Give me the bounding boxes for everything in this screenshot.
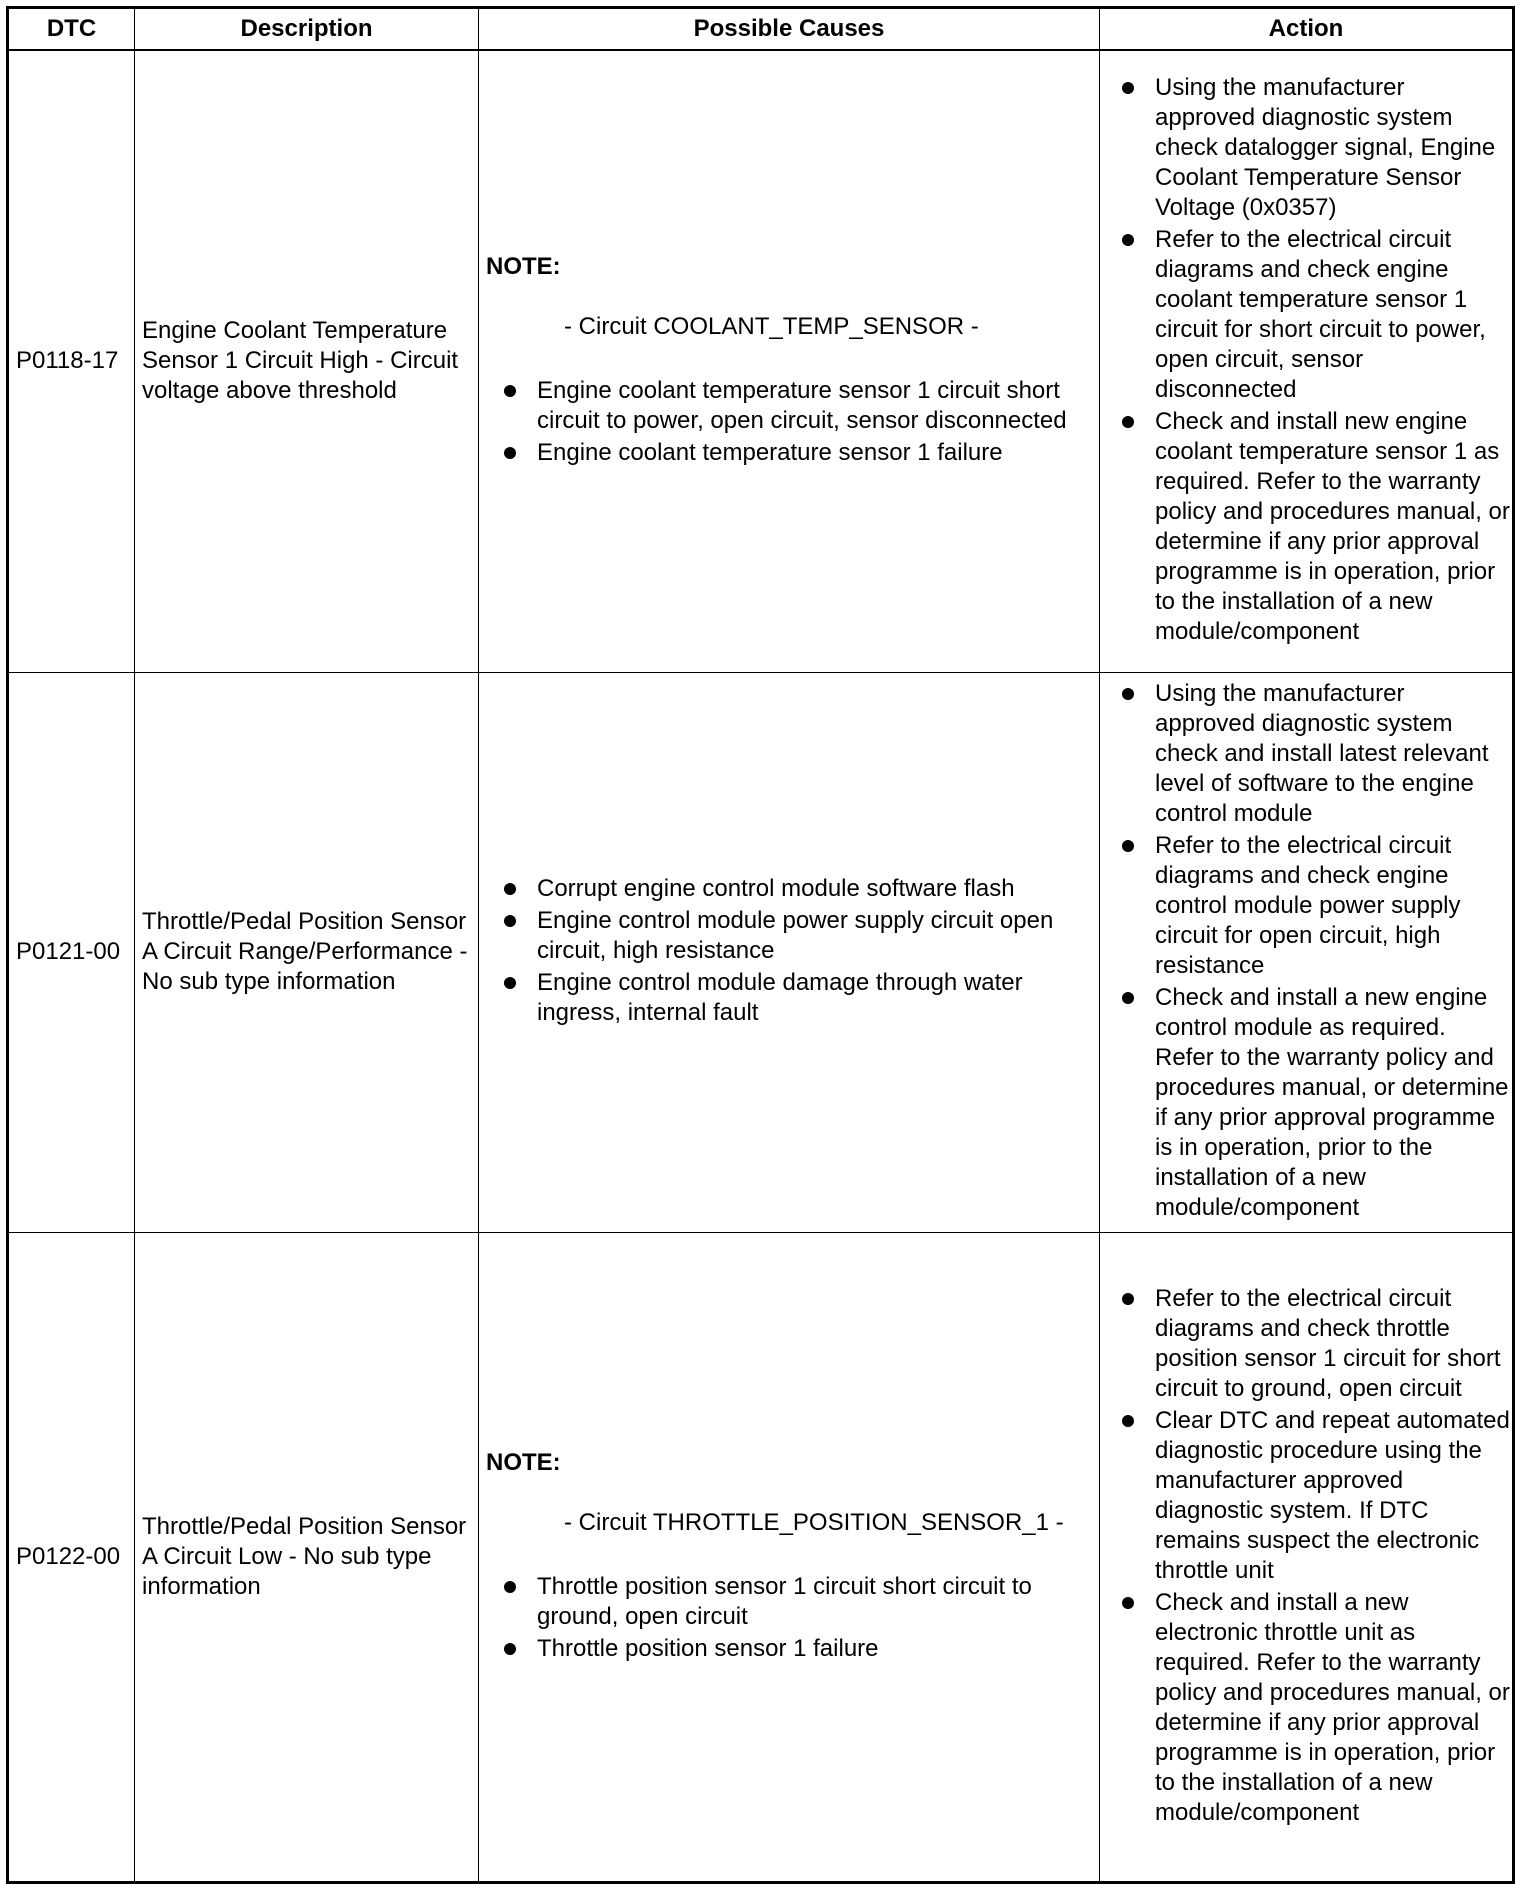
bullet-icon — [504, 1581, 516, 1593]
note-text: - Circuit THROTTLE_POSITION_SENSOR_1 - — [564, 1508, 1064, 1536]
actions-list — [1122, 679, 1510, 1223]
dtc-code: P0121-00 — [8, 672, 135, 1232]
header-dtc: DTC — [8, 8, 135, 51]
header-description: Description — [135, 8, 479, 51]
actions — [1100, 672, 1514, 1232]
causes-list — [486, 874, 1093, 1028]
table-row — [8, 672, 1514, 1232]
list-item — [504, 438, 1093, 468]
action-text: Check and install a new electronic throttle unit as required. Refer to the warranty policy and procedures manual, or determine if any prior approval programme is in operation, prior to the installation of a new module/component — [1155, 1588, 1510, 1826]
list-item — [1122, 1588, 1510, 1828]
dtc-code: P0118-17 — [8, 50, 135, 672]
note-label: NOTE: — [486, 253, 561, 281]
list-item — [504, 968, 1093, 1028]
list-item — [1122, 73, 1510, 223]
list-item — [1122, 225, 1510, 405]
bullet-icon — [1122, 688, 1134, 700]
cause-text: Engine coolant temperature sensor 1 circuit short circuit to power, open circuit, sensor disconnected — [537, 377, 1067, 435]
dtc-description: Throttle/Pedal Position Sensor A Circuit Low - No sub type information — [135, 1232, 479, 1882]
possible-causes — [479, 1232, 1100, 1882]
list-item — [1122, 407, 1510, 647]
list-item — [504, 874, 1093, 904]
list-item — [1122, 679, 1510, 829]
bullet-icon — [504, 447, 516, 459]
cause-text: Corrupt engine control module software flash — [537, 875, 1015, 902]
action-text: Refer to the electrical circuit diagrams and check engine control module power supply circuit for open circuit, high resistance — [1155, 832, 1461, 979]
cause-text: Throttle position sensor 1 circuit short circuit to ground, open circuit — [537, 1572, 1032, 1630]
possible-causes — [479, 50, 1100, 672]
table-row — [8, 50, 1514, 672]
action-text: Check and install new engine coolant temperature sensor 1 as required. Refer to the warranty policy and procedures manual, or determine if any prior approval programme is in operation, prior to the installation of a new module/component — [1155, 408, 1510, 646]
dtc-table — [6, 6, 1515, 1884]
list-item — [504, 906, 1093, 966]
bullet-icon — [504, 385, 516, 397]
note-label: NOTE: — [486, 1448, 561, 1476]
actions — [1100, 50, 1514, 672]
bullet-icon — [1122, 1597, 1134, 1609]
list-item — [1122, 983, 1510, 1223]
dtc-code: P0122-00 — [8, 1232, 135, 1882]
actions — [1100, 1232, 1514, 1882]
cause-text: Engine control module damage through water ingress, internal fault — [537, 969, 1023, 1026]
cause-text: Engine coolant temperature sensor 1 failure — [537, 439, 1003, 467]
bullet-icon — [1122, 840, 1134, 852]
action-text: Using the manufacturer approved diagnostic system check datalogger signal, Engine Coolant Temperature Sensor Voltage (0x0357) — [1155, 74, 1496, 222]
cause-text: Throttle position sensor 1 failure — [537, 1634, 879, 1662]
dtc-description: Throttle/Pedal Position Sensor A Circuit Range/Performance - No sub type information — [135, 672, 479, 1232]
list-item — [1122, 1406, 1510, 1586]
bullet-icon — [1122, 82, 1134, 94]
actions-list — [1122, 1284, 1510, 1828]
possible-causes — [479, 672, 1100, 1232]
list-item — [504, 1634, 1093, 1664]
bullet-icon — [1122, 234, 1134, 246]
action-text: Using the manufacturer approved diagnostic system check and install latest relevant level of software to the engine control module — [1155, 680, 1489, 827]
bullet-icon — [504, 883, 516, 895]
actions-list — [1122, 73, 1510, 647]
causes-list — [486, 376, 1093, 468]
bullet-icon — [504, 977, 516, 989]
table-header-row — [8, 8, 1514, 51]
causes-list — [486, 1572, 1093, 1664]
bullet-icon — [1122, 416, 1134, 428]
list-item — [1122, 1284, 1510, 1404]
dtc-description: Engine Coolant Temperature Sensor 1 Circuit High - Circuit voltage above threshold — [135, 50, 479, 672]
list-item — [1122, 831, 1510, 981]
list-item — [504, 376, 1093, 436]
bullet-icon — [1122, 992, 1134, 1004]
bullet-icon — [504, 1643, 516, 1655]
bullet-icon — [1122, 1293, 1134, 1305]
action-text: Refer to the electrical circuit diagrams and check engine coolant temperature sensor 1 circuit for short circuit to power, open circuit, sensor disconnected — [1155, 226, 1486, 404]
header-action: Action — [1100, 8, 1514, 51]
cause-text: Engine control module power supply circuit open circuit, high resistance — [537, 907, 1054, 964]
note-text: - Circuit COOLANT_TEMP_SENSOR - — [564, 313, 979, 341]
action-text: Clear DTC and repeat automated diagnostic procedure using the manufacturer approved diagnostic system. If DTC remains suspect the electronic throttle unit — [1155, 1406, 1510, 1584]
bullet-icon — [504, 915, 516, 927]
bullet-icon — [1122, 1415, 1134, 1427]
action-text: Check and install a new engine control module as required. Refer to the warranty policy and procedures manual, or determine if any prior approval programme is in operation, prior to the installation of a new module/component — [1155, 984, 1509, 1221]
header-possible-causes: Possible Causes — [479, 8, 1100, 51]
action-text: Refer to the electrical circuit diagrams and check throttle position sensor 1 circuit for short circuit to ground, open circuit — [1155, 1284, 1501, 1402]
table-row — [8, 1232, 1514, 1882]
list-item — [504, 1572, 1093, 1632]
